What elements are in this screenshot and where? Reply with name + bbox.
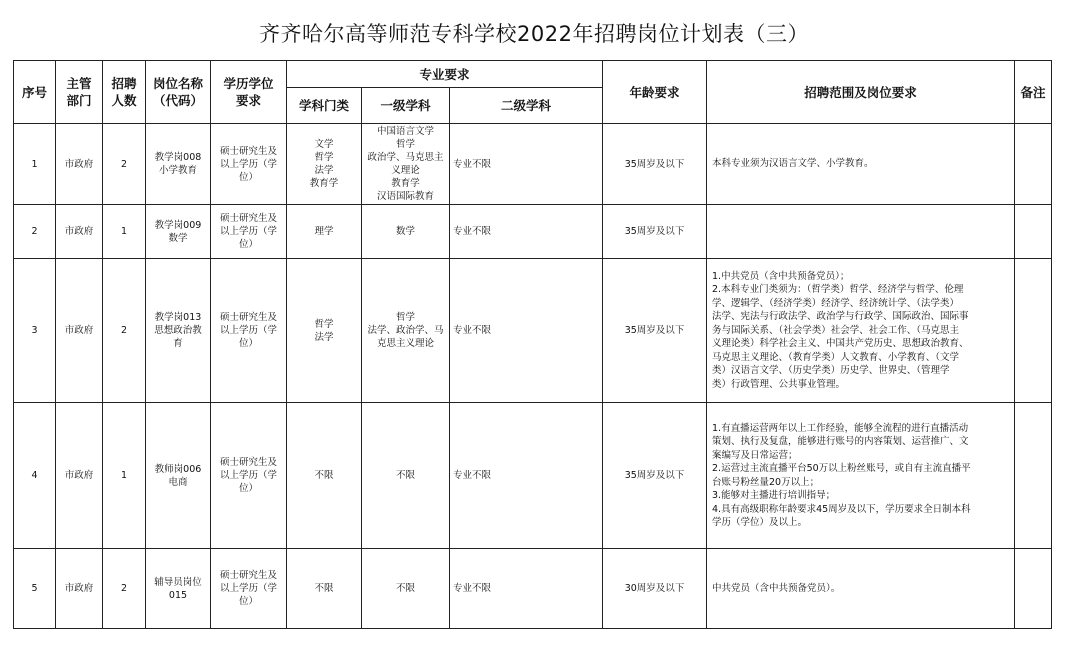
header-education: 学历学位 要求 [211,61,287,124]
cell-position: 教学岗008 小学教育 [146,124,211,205]
cell-dept: 市政府 [56,124,103,205]
cell-scope [707,205,1015,259]
cell-level2: 专业不限 [450,205,603,259]
cell-category: 不限 [287,403,362,549]
cell-remark [1015,549,1052,629]
cell-level1: 不限 [362,403,450,549]
table-row [14,205,1052,259]
cell-level2: 专业不限 [450,403,603,549]
header-seq: 序号 [14,61,56,124]
cell-level1: 不限 [362,549,450,629]
table-row [14,259,1052,403]
header-dept: 主管 部门 [56,61,103,124]
cell-level1: 哲学 法学、政治学、马 克思主义理论 [362,259,450,403]
cell-count: 1 [103,205,146,259]
cell-position: 教学岗013 思想政治教 育 [146,259,211,403]
cell-level2: 专业不限 [450,124,603,205]
header-major-group: 专业要求 [287,61,603,88]
table-row [14,403,1052,549]
cell-remark [1015,259,1052,403]
cell-education: 硕士研究生及 以上学历（学 位） [211,124,287,205]
cell-scope: 中共党员（含中共预备党员）。 [707,549,1015,629]
header-category: 学科门类 [287,88,362,124]
cell-remark [1015,403,1052,549]
cell-dept: 市政府 [56,403,103,549]
cell-count: 1 [103,403,146,549]
cell-position: 教学岗009 数学 [146,205,211,259]
cell-count: 2 [103,549,146,629]
cell-education: 硕士研究生及 以上学历（学 位） [211,205,287,259]
cell-dept: 市政府 [56,259,103,403]
cell-level2: 专业不限 [450,259,603,403]
cell-seq: 2 [14,205,56,259]
cell-category: 文学 哲学 法学 教育学 [287,124,362,205]
page-title: 齐齐哈尔高等师范专科学校2022年招聘岗位计划表（三） [259,22,809,46]
header-level2: 二级学科 [450,88,603,124]
cell-remark [1015,205,1052,259]
cell-category: 理学 [287,205,362,259]
header-age: 年龄要求 [603,61,707,124]
cell-age: 35周岁及以下 [603,124,707,205]
cell-age: 35周岁及以下 [603,259,707,403]
cell-scope: 本科专业须为汉语言文学、小学教育。 [707,124,1015,205]
cell-count: 2 [103,124,146,205]
cell-seq: 5 [14,549,56,629]
cell-position: 教师岗006 电商 [146,403,211,549]
cell-level1: 数学 [362,205,450,259]
cell-seq: 1 [14,124,56,205]
header-remark: 备注 [1015,61,1052,124]
cell-education: 硕士研究生及 以上学历（学 位） [211,259,287,403]
header-position: 岗位名称 （代码） [146,61,211,124]
header-count: 招聘 人数 [103,61,146,124]
cell-category: 不限 [287,549,362,629]
cell-seq: 4 [14,403,56,549]
cell-position: 辅导员岗位 015 [146,549,211,629]
cell-level1: 中国语言文学 哲学 政治学、马克思主 义理论 教育学 汉语国际教育 [362,124,450,205]
cell-count: 2 [103,259,146,403]
cell-level2: 专业不限 [450,549,603,629]
cell-seq: 3 [14,259,56,403]
cell-age: 35周岁及以下 [603,403,707,549]
recruitment-table [13,60,1052,629]
table-row [14,124,1052,205]
cell-category: 哲学 法学 [287,259,362,403]
cell-remark [1015,124,1052,205]
header-level1: 一级学科 [362,88,450,124]
header-scope: 招聘范围及岗位要求 [707,61,1015,124]
cell-education: 硕士研究生及 以上学历（学 位） [211,403,287,549]
cell-age: 30周岁及以下 [603,549,707,629]
table-row [14,549,1052,629]
cell-education: 硕士研究生及 以上学历（学 位） [211,549,287,629]
cell-dept: 市政府 [56,549,103,629]
cell-age: 35周岁及以下 [603,205,707,259]
cell-dept: 市政府 [56,205,103,259]
cell-scope: 1.中共党员（含中共预备党员）； 2.本科专业门类须为：（哲学类）哲学、经济学与哲学、伦理 学、逻辑学、（经济学类）经济学、经济统计学、（法学类） 法学、宪法与行政法学、政治学与行政学、国际政治、国际事 务与国际关系、（社会学类）社会学、社会工作、（马克思主 义理论类）科学社会主义、中国共产党历史、思想政治教育、 马克思主义理论、（教育学类）人文教育、小学教育、（文学 类）汉语言文学、（历史学类）历史学、世界史、（管理学 类）行政管理、公共事业管理。 [707,259,1015,403]
cell-scope: 1.有直播运营两年以上工作经验，能够全流程的进行直播活动 策划、执行及复盘，能够进行账号的内容策划、运营推广、文 案编写及日常运营； 2.运营过主流直播平台50万以上粉丝账号，或自有主流直播平 台账号粉丝量20万以上； 3.能够对主播进行培训指导； 4.具有高级职称年龄要求45周岁及以下，学历要求全日制本科 学历（学位）及以上。 [707,403,1015,549]
